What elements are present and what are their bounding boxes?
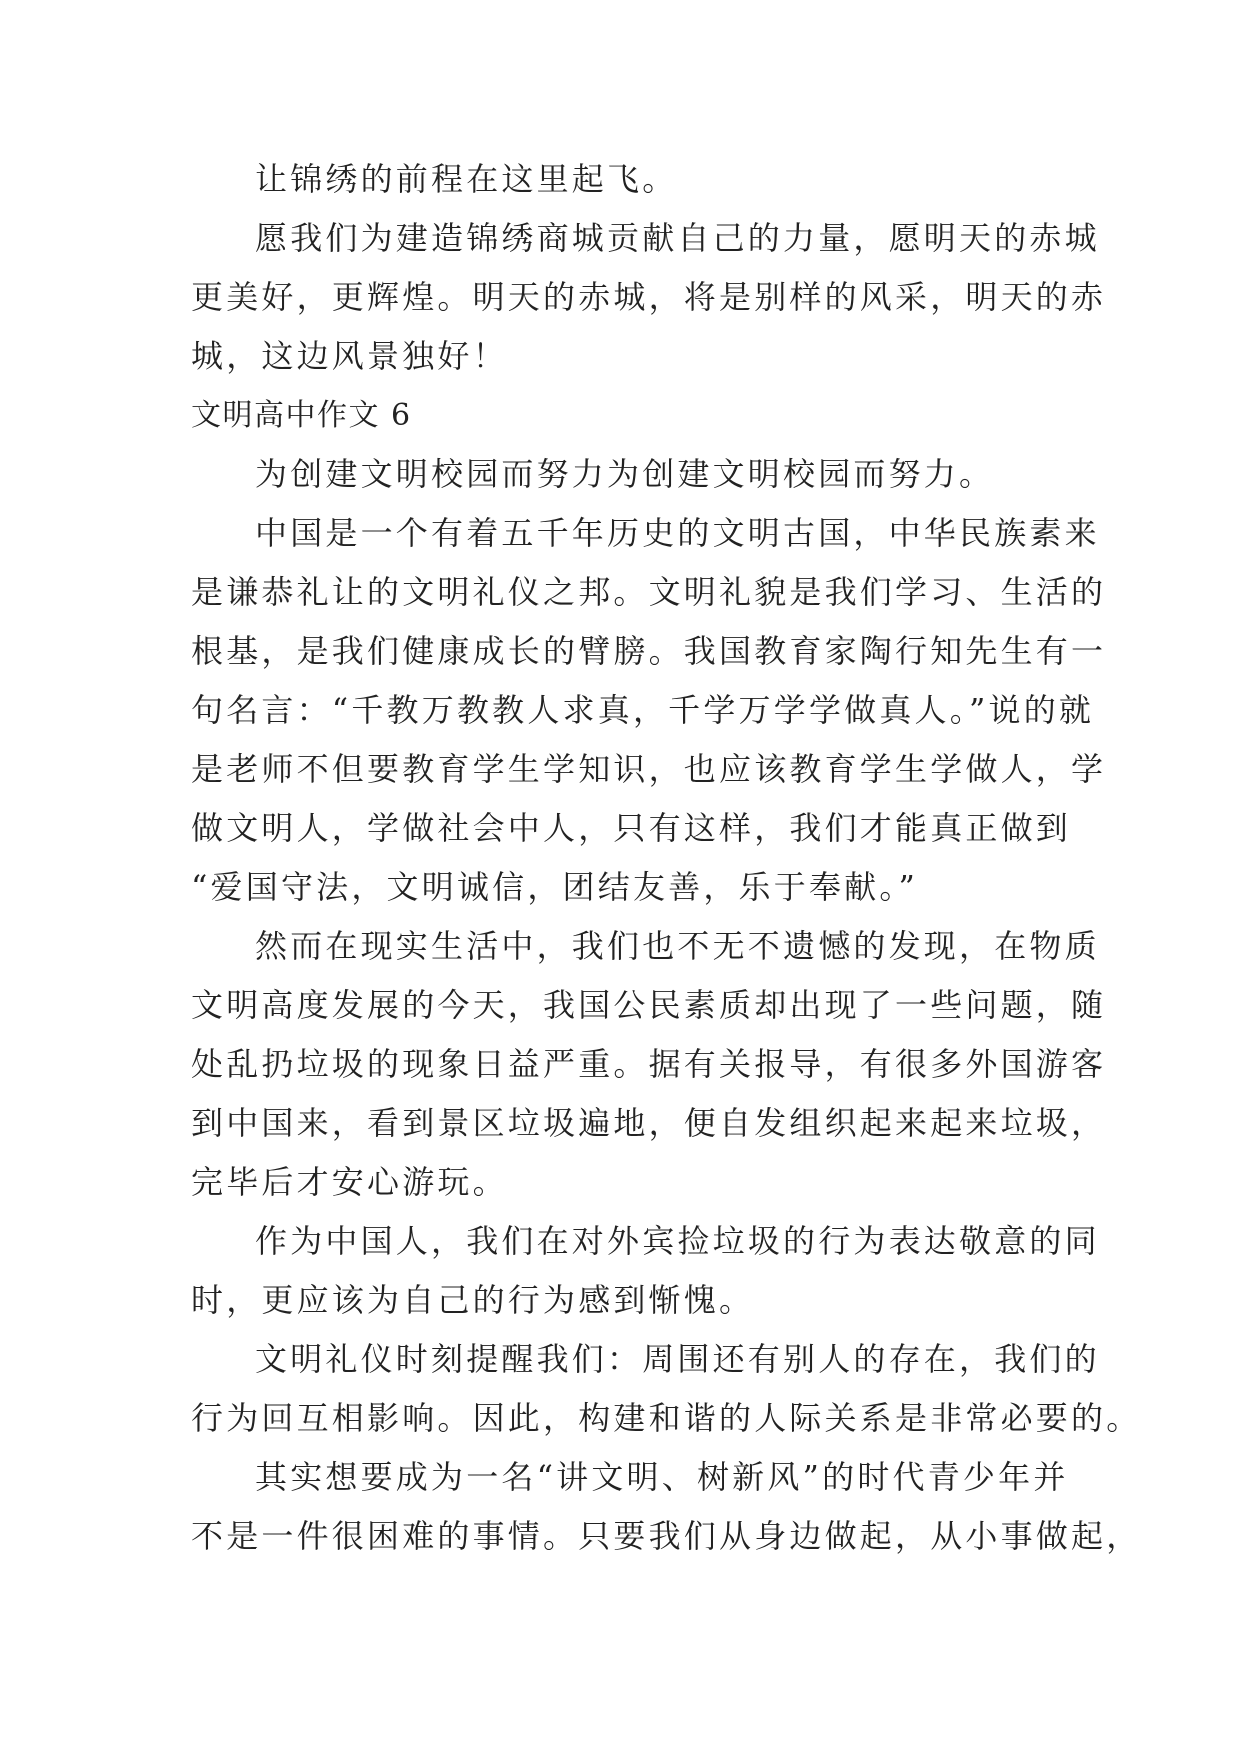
text-line: 文明高度发展的今天，我国公民素质却出现了一些问题，随 — [191, 986, 1107, 1024]
text-line: 作为中国人，我们在对外宾捡垃圾的行为表达敬意的同 — [255, 1222, 1100, 1260]
text-line: 行为回互相影响。因此，构建和谐的人际关系是非常必要的。 — [191, 1399, 1142, 1437]
text-line: 根基，是我们健康成长的臂膀。我国教育家陶行知先生有一 — [191, 632, 1107, 670]
text-line: 不是一件很困难的事情。只要我们从身边做起，从小事做起， — [191, 1517, 1142, 1555]
text-line: “爱国守法，文明诚信，团结友善，乐于奉献。” — [191, 868, 919, 906]
text-line: 然而在现实生活中，我们也不无不遗憾的发现，在物质 — [255, 927, 1100, 965]
text-line: 愿我们为建造锦绣商城贡献自己的力量，愿明天的赤城 — [255, 219, 1100, 257]
text-line: 其实想要成为一名“讲文明、树新风”的时代青少年并 — [255, 1458, 1069, 1496]
text-line: 城，这边风景独好！ — [191, 337, 508, 375]
text-line: 时，更应该为自己的行为感到惭愧。 — [191, 1281, 755, 1319]
text-line: 是老师不但要教育学生学知识，也应该教育学生学做人，学 — [191, 750, 1107, 788]
text-line: 完毕后才安心游玩。 — [191, 1163, 508, 1201]
text-line: 文明礼仪时刻提醒我们：周围还有别人的存在，我们的 — [255, 1340, 1100, 1378]
document-page — [191, 150, 1142, 1566]
text-line: 做文明人，学做社会中人，只有这样，我们才能真正做到 — [191, 809, 1072, 847]
text-line: 中国是一个有着五千年历史的文明古国，中华民族素来 — [255, 514, 1100, 552]
text-line: 是谦恭礼让的文明礼仪之邦。文明礼貌是我们学习、生活的 — [191, 573, 1107, 611]
text-line: 为创建文明校园而努力为创建文明校园而努力。 — [255, 455, 995, 493]
text-line: 处乱扔垃圾的现象日益严重。据有关报导，有很多外国游客 — [191, 1045, 1107, 1083]
text-line: 到中国来，看到景区垃圾遍地，便自发组织起来起来垃圾， — [191, 1104, 1107, 1142]
section-heading: 文明高中作文 6 — [191, 398, 412, 433]
text-line: 让锦绣的前程在这里起飞。 — [255, 160, 678, 198]
text-line: 句名言：“千教万教教人求真，千学万学学做真人。”说的就 — [191, 691, 1095, 729]
text-line: 更美好，更辉煌。明天的赤城，将是别样的风采，明天的赤 — [191, 278, 1107, 316]
